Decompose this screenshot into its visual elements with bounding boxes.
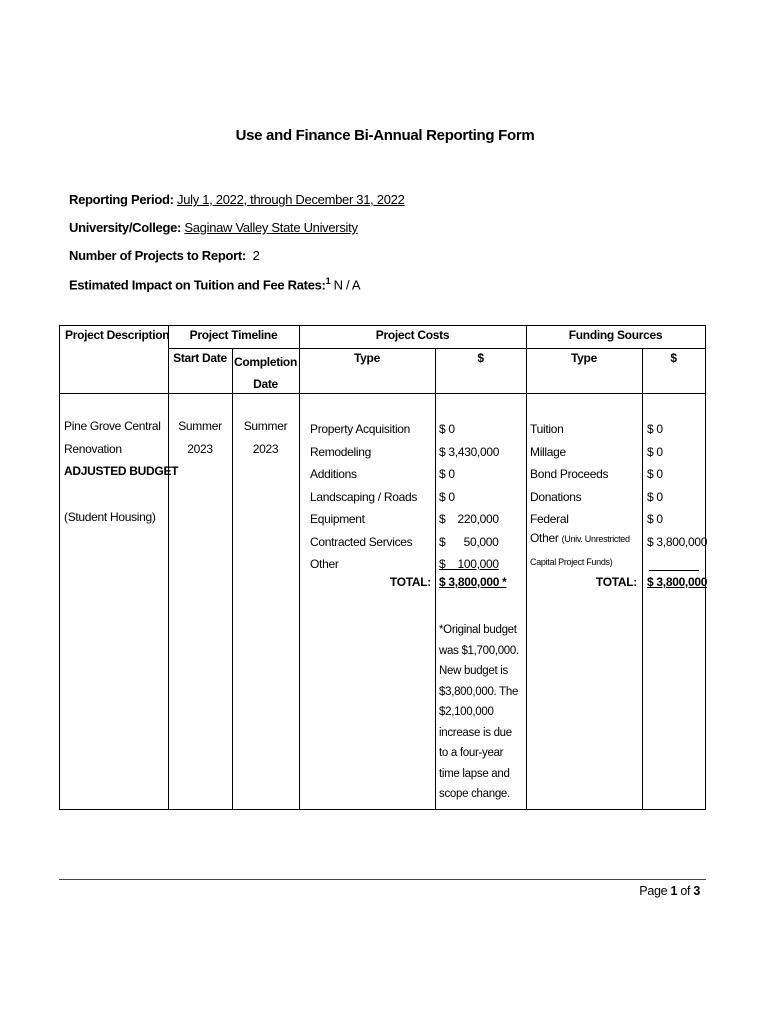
project-name-line1: Pine Grove Central — [64, 419, 161, 433]
header-project-description: Project Description — [65, 328, 170, 342]
start-date-line2: 2023 — [187, 442, 213, 456]
funding-type-item: Donations — [530, 489, 582, 504]
university — [69, 220, 358, 235]
funding-type-item: Federal — [530, 512, 569, 526]
funding-type-item: Tuition — [530, 422, 564, 436]
project-name-line2: Renovation — [64, 442, 122, 456]
funding-total-label: TOTAL: — [595, 575, 637, 589]
university-value: Saginaw Valley State University — [184, 220, 358, 235]
funding-amount-item: $ 0 — [647, 422, 663, 436]
funding-amount-item: $ 3,800,000 — [647, 534, 708, 549]
header-funding-amount: $ — [670, 351, 677, 365]
cost-amount-item: $ 100,000 — [439, 557, 499, 571]
funding-amount-item: $ 0 — [647, 512, 663, 526]
funding-type-list — [530, 418, 608, 531]
page-prefix: Page — [639, 884, 668, 898]
impact-value: N / A — [333, 277, 361, 293]
cost-type-item: Property Acquisition — [310, 422, 411, 436]
cost-type-item: Equipment — [310, 512, 365, 526]
cost-total-value: $ 3,800,000 * — [439, 575, 507, 589]
header-start-date: Start Date — [173, 351, 227, 365]
reporting-period — [69, 192, 405, 207]
header-completion-date: Completion Date — [234, 355, 297, 391]
header-project-timeline: Project Timeline — [189, 328, 278, 342]
footer-divider — [59, 879, 706, 880]
cost-amount-item: $ 0 — [439, 467, 455, 481]
cost-total-label: TOTAL: — [389, 575, 431, 589]
cost-type-item: Remodeling — [310, 444, 372, 459]
reporting-period-value: July 1, 2022, through December 31, 2022 — [177, 192, 405, 207]
cost-type-item: Additions — [310, 467, 357, 481]
funding-type-item: Bond Proceeds — [530, 467, 609, 481]
page-total: 3 — [693, 884, 700, 898]
page-number — [639, 884, 700, 898]
university-label: University/College: — [69, 220, 182, 235]
student-housing-label: (Student Housing) — [64, 510, 156, 524]
cost-amount-item: $ 220,000 — [439, 512, 499, 526]
cost-note: *Original budget was $1,700,000. New budget is $3,800,000. The $2,100,000 increase is due to a four-year time lapse and scope change. — [439, 624, 519, 800]
funding-total-value: $ 3,800,000 — [647, 575, 708, 589]
header-costs-type: Type — [354, 351, 380, 365]
header-project-costs: Project Costs — [375, 328, 450, 342]
funding-type-item: Millage — [530, 444, 566, 459]
cost-amount-item: $ 50,000 — [439, 534, 499, 549]
number-of-projects — [69, 248, 260, 263]
cost-amount-item: $ 3,430,000 — [439, 444, 500, 459]
impact-footnote: 1 — [325, 276, 331, 286]
page-current: 1 — [670, 884, 678, 898]
funding-amount-item: $ 0 — [647, 467, 663, 481]
funding-other-sub1: (Univ. Unrestricted — [561, 534, 630, 544]
form-title: Use and Finance Bi-Annual Reporting Form — [235, 127, 535, 144]
funding-other-sub2: Capital Project Funds) — [530, 557, 613, 567]
cost-amount-item: $ 0 — [439, 422, 455, 436]
funding-other — [530, 531, 630, 545]
cost-amount-item: $ 0 — [439, 489, 455, 504]
cost-type-item: Other — [310, 557, 339, 571]
cost-type-item: Landscaping / Roads — [310, 489, 418, 504]
impact-label: Estimated Impact on Tuition and Fee Rates: — [69, 277, 326, 293]
projects-table — [59, 325, 706, 810]
reporting-period-label: Reporting Period: — [69, 192, 174, 207]
funding-amount-list — [647, 418, 707, 553]
completion-date-line2: 2023 — [252, 442, 279, 456]
impact-on-tuition — [69, 276, 360, 292]
cost-type-item: Contracted Services — [310, 534, 413, 549]
header-funding-sources: Funding Sources — [568, 328, 663, 342]
funding-other-main: Other — [530, 531, 559, 545]
cost-amount-list — [439, 418, 499, 576]
funding-amount-item: $ 0 — [647, 444, 663, 459]
page-of: of — [680, 884, 691, 898]
header-funding-type: Type — [571, 351, 597, 365]
cost-type-list — [310, 418, 417, 576]
projects-label: Number of Projects to Report: — [69, 248, 246, 263]
adjusted-budget-label: ADJUSTED BUDGET — [64, 464, 179, 478]
funding-amount-item: $ 0 — [647, 489, 663, 504]
header-costs-amount: $ — [477, 351, 484, 365]
start-date-line1: Summer — [178, 419, 222, 433]
completion-date-line1: Summer — [243, 419, 288, 433]
projects-value: 2 — [252, 248, 260, 263]
